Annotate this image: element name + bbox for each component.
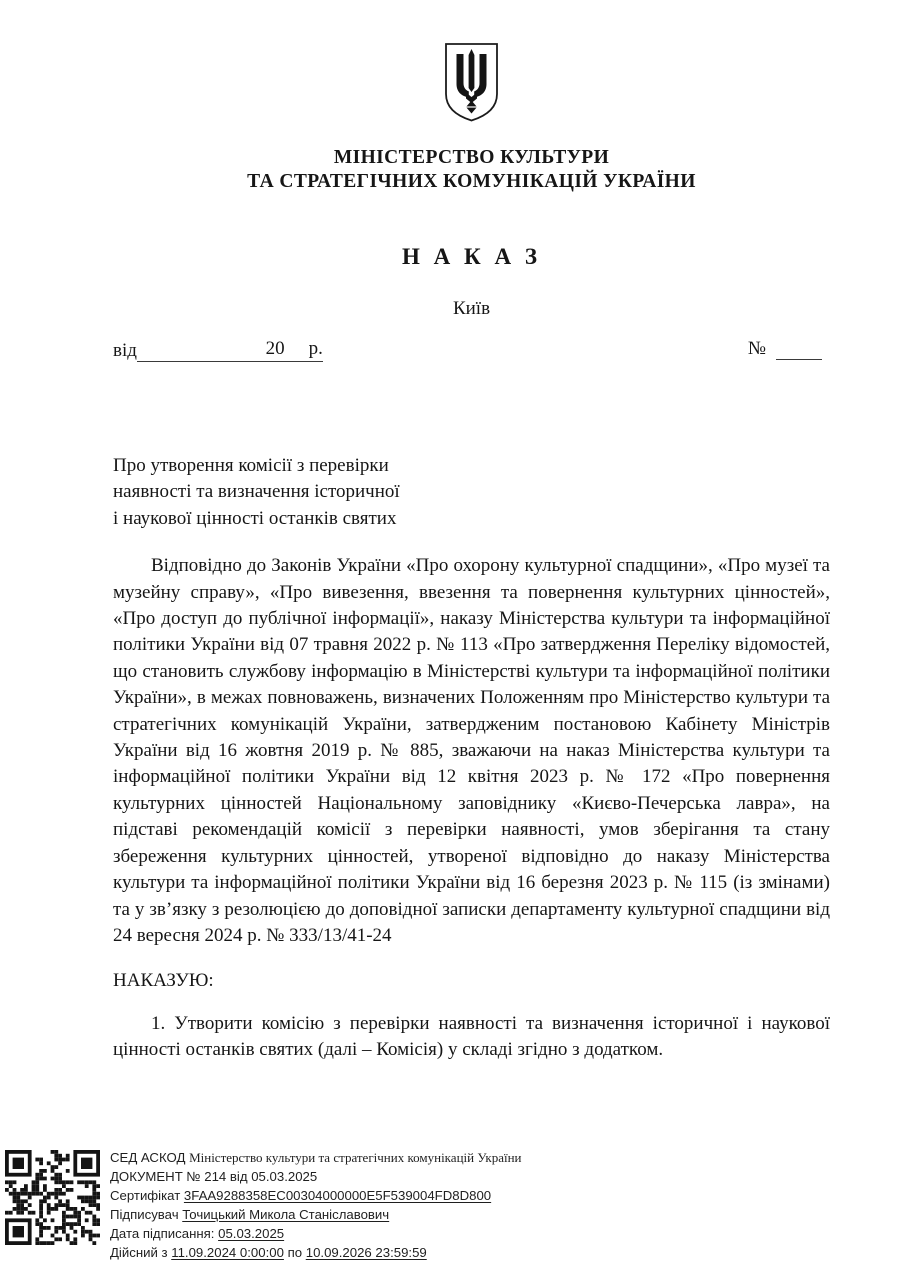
date-line — [113, 338, 323, 362]
stamp-valid-middle: по — [287, 1245, 303, 1260]
subject-line: Про утворення комісії з перевірки — [113, 455, 389, 476]
stamp-system-line — [110, 1148, 522, 1167]
signature-stamp — [5, 1148, 522, 1262]
stamp-org-label: Міністерство культури та стратегічних комунікацій України — [189, 1150, 522, 1165]
stamp-sign-date-line — [110, 1224, 522, 1243]
date-year-label: 20 — [265, 338, 285, 359]
stamp-signer-label: Підписувач — [110, 1207, 179, 1222]
stamp-system-label: СЕД АСКОД — [110, 1150, 186, 1165]
city-label: Київ — [452, 298, 491, 319]
stamp-cert-label: Сертифікат — [110, 1188, 181, 1203]
date-year-suffix-label: р. — [308, 338, 323, 359]
ministry-name-line1: МІНІСТЕРСТВО КУЛЬТУРИ — [333, 147, 610, 168]
stamp-sign-date-value: 05.03.2025 — [218, 1226, 285, 1241]
stamp-valid-prefix: Дійсний з — [110, 1245, 168, 1260]
stamp-valid-from: 11.09.2024 0:00:00 — [171, 1245, 284, 1260]
stamp-sign-date-label: Дата підписання: — [110, 1226, 215, 1241]
stamp-text-block — [110, 1148, 522, 1262]
number-label: № — [747, 338, 766, 359]
order-item-1: 1. Утворити комісію з перевірки наявності та визначення історичної і наукової цінності останків святих (далі – Комісія) у складі згідно з додатком. — [113, 1012, 830, 1061]
ministry-name — [113, 146, 830, 194]
stamp-signer-line — [110, 1205, 522, 1224]
order-keyword: НАКАЗУЮ: — [113, 970, 214, 992]
stamp-cert-value: 3FAA9288358EC00304000000E5F539004FD8D800 — [183, 1188, 492, 1203]
date-number-row — [113, 338, 830, 364]
subject-line: наявності та визначення історичної — [113, 481, 400, 503]
date-blank-line — [137, 338, 323, 362]
preamble-paragraph: Відповідно до Законів України «Про охорону культурної спадщини», «Про музеї та музейну справу», «Про вивезення, ввезення та повернення культурних цінностей», «Про доступ до публічної інформації», наказу Міністерства культури та інформаційної політики України від 07 травня 2022 р. № 113 «Про затвердження Переліку відомостей, що становить службову інформацію в Міністерстві культури та інформаційної політики України», в межах повноважень, визначених Положенням про Міністерство культури та стратегічних комунікацій України, затвердженим постановою Кабінету Міністрів України від 16 жовтня 2019 р. № 885, зважаючи на наказ Міністерства культури та інформаційної політики України від 12 квітня 2023 р. № 172 «Про повернення культурних цінностей Національному заповіднику «Києво-Печерська лавра», на підставі рекомендацій комісії з перевірки наявності, умов зберігання та стану збереження культурних цінностей, утвореної відповідно до наказу Міністерства культури та інформаційної політики України від 16 березня 2023 р. № 115 (із змінами) та у зв’язку з резолюцією до доповідної записки департаменту культурної спадщини від 24 вересня 2024 р. № 333/13/41-24 — [113, 555, 830, 946]
number-blank-line — [776, 339, 822, 360]
stamp-cert-line — [110, 1186, 522, 1205]
stamp-document-line: ДОКУМЕНТ № 214 від 05.03.2025 — [110, 1169, 318, 1184]
subject-line: і наукової цінності останків святих — [113, 507, 397, 529]
number-line — [748, 338, 822, 360]
ukraine-trident-icon — [442, 42, 501, 123]
stamp-validity-line — [110, 1243, 522, 1262]
subject-block — [113, 453, 830, 532]
qr-code-icon — [5, 1150, 100, 1245]
stamp-valid-to: 10.09.2026 23:59:59 — [305, 1245, 427, 1260]
stamp-signer-value: Точицький Микола Станіславович — [182, 1207, 390, 1222]
document-type-title: Н А К А З — [402, 244, 541, 269]
ministry-name-line2: ТА СТРАТЕГІЧНИХ КОМУНІКАЦІЙ УКРАЇНИ — [247, 171, 696, 192]
date-prefix-label: від — [113, 340, 137, 361]
document-body — [113, 453, 830, 1064]
